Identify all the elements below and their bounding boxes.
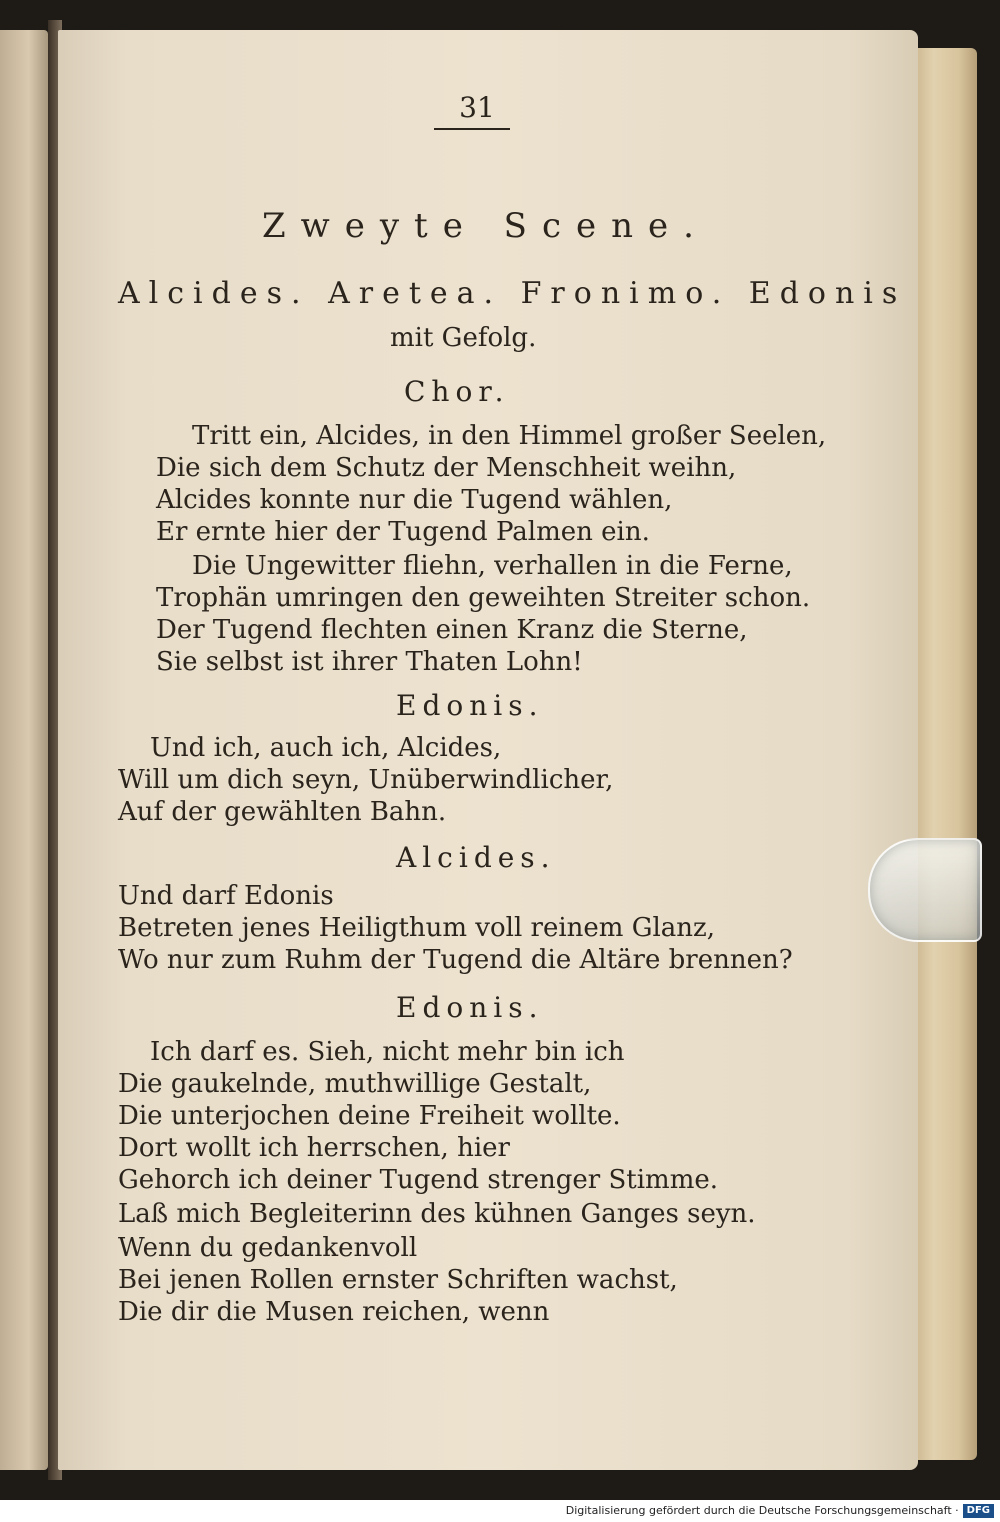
- verse-line: Trophän umringen den geweihten Streiter schon.: [156, 583, 811, 613]
- verse-line: Will um dich seyn, Unüberwindlicher,: [118, 765, 614, 795]
- verse-line: Die Ungewitter fliehn, verhallen in die Ferne,: [192, 551, 793, 581]
- verse-line: Tritt ein, Alcides, in den Himmel großer Seelen,: [192, 421, 827, 451]
- page-clip: [868, 838, 982, 942]
- verse-line: Die gaukelnde, muthwillige Gestalt,: [118, 1069, 592, 1099]
- speaker-heading: Edonis.: [396, 991, 544, 1024]
- verse-line: Wenn du gedankenvoll: [118, 1233, 418, 1263]
- verse-line: Alcides konnte nur die Tugend wählen,: [156, 485, 673, 515]
- verse-line: Der Tugend flechten einen Kranz die Sterne,: [156, 615, 748, 645]
- speaker-heading: Alcides.: [396, 841, 556, 874]
- page-stack-edge: [915, 48, 977, 1460]
- page-number-rule: [434, 128, 510, 130]
- footer-bar: [0, 1500, 1000, 1522]
- verse-line: Die sich dem Schutz der Menschheit weihn,: [156, 453, 737, 483]
- verse-line: Sie selbst ist ihrer Thaten Lohn!: [156, 647, 583, 677]
- verse-line: Die unterjochen deine Freiheit wollte.: [118, 1101, 621, 1131]
- verse-line: Bei jenen Rollen ernster Schriften wachst,: [118, 1265, 678, 1295]
- verse-line: Auf der gewählten Bahn.: [118, 797, 447, 827]
- verse-line: Dort wollt ich herrschen, hier: [118, 1133, 510, 1163]
- character-list-cont: mit Gefolg.: [390, 323, 537, 353]
- left-page-edge: [0, 30, 48, 1470]
- speaker-heading: Edonis.: [396, 689, 544, 722]
- verse-line: Ich darf es. Sieh, nicht mehr bin ich: [150, 1037, 625, 1067]
- verse-line: Laß mich Begleiterinn des kühnen Ganges seyn.: [118, 1199, 756, 1229]
- page-number: 31: [459, 91, 495, 124]
- verse-line: Und ich, auch ich, Alcides,: [150, 733, 502, 763]
- verse-line: Er ernte hier der Tugend Palmen ein.: [156, 517, 650, 547]
- character-list: Alcides. Aretea. Fronimo. Edonis: [118, 276, 907, 311]
- footer-credit: Digitalisierung gefördert durch die Deutsche Forschungsgemeinschaft ·: [565, 1504, 959, 1517]
- scene-title: Zweyte Scene.: [262, 206, 709, 246]
- verse-line: Betreten jenes Heiligthum voll reinem Glanz,: [118, 913, 716, 943]
- speaker-heading: Chor.: [404, 375, 510, 408]
- verse-line: Und darf Edonis: [118, 881, 334, 911]
- dfg-logo: DFG: [963, 1504, 994, 1518]
- verse-line: Die dir die Musen reichen, wenn: [118, 1297, 550, 1327]
- verse-line: Gehorch ich deiner Tugend strenger Stimme.: [118, 1165, 718, 1195]
- verse-line: Wo nur zum Ruhm der Tugend die Altäre brennen?: [118, 945, 793, 975]
